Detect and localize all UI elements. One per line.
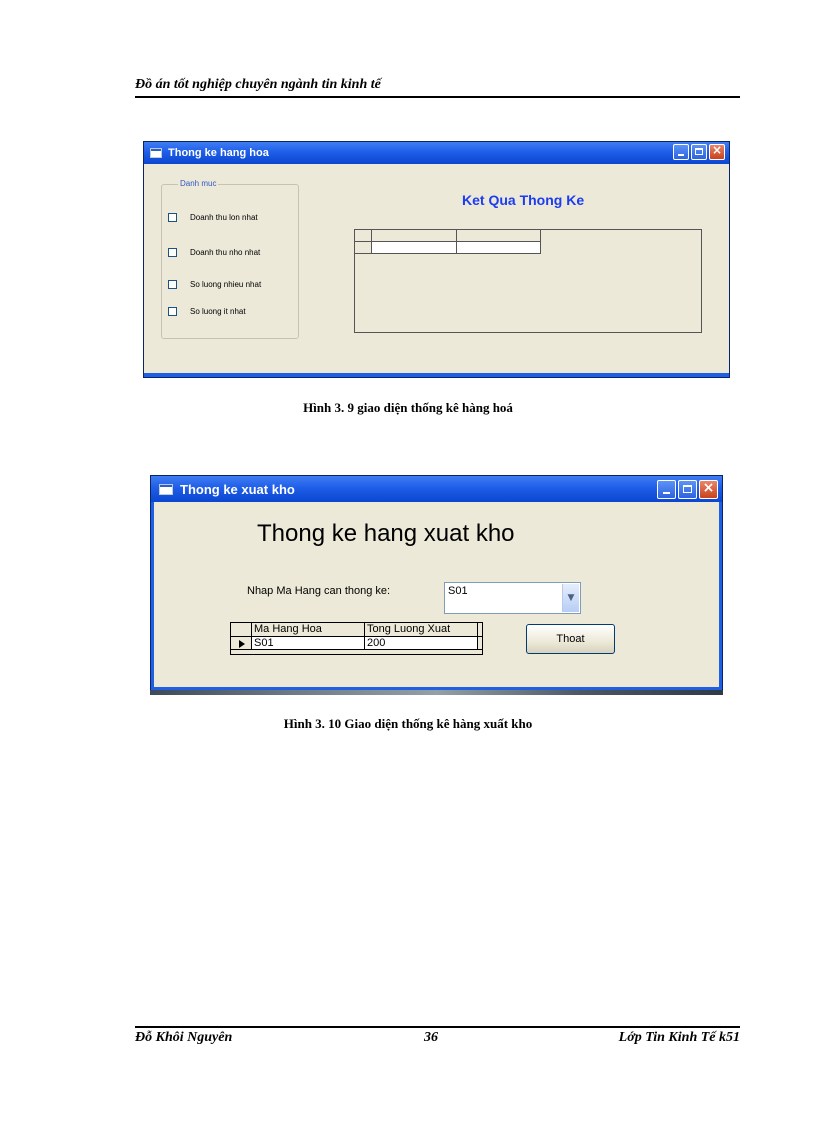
grid-column-header[interactable]: Ma Hang Hoa xyxy=(252,623,365,636)
minimize-icon xyxy=(678,154,684,156)
close-icon: × xyxy=(702,480,715,496)
grid-column-header[interactable]: Tong Luong Xuat xyxy=(365,623,478,636)
maximize-icon xyxy=(695,148,703,155)
window-controls xyxy=(673,144,725,160)
option-so-luong-it-nhat[interactable] xyxy=(168,307,246,316)
checkbox-label: Doanh thu nho nhat xyxy=(190,248,261,257)
window-title: Thong ke hang hoa xyxy=(168,147,269,159)
grid-cell[interactable] xyxy=(457,242,541,253)
grid-header-row xyxy=(231,623,482,637)
window-titlebar[interactable] xyxy=(151,476,722,502)
footer-divider xyxy=(135,1026,740,1028)
chevron-down-icon[interactable]: ▼ xyxy=(562,584,579,612)
result-grid[interactable] xyxy=(354,229,702,333)
grid-corner-cell xyxy=(231,623,252,636)
window-border xyxy=(144,373,729,377)
minimize-icon xyxy=(663,492,670,494)
window-border xyxy=(719,502,722,691)
window-thong-ke-hang-hoa xyxy=(143,141,730,378)
footer-author: Đỗ Khôi Nguyên xyxy=(135,1030,233,1045)
ma-hang-label: Nhap Ma Hang can thong ke: xyxy=(247,585,391,597)
footer-page-number: 36 xyxy=(424,1030,438,1045)
result-title: Ket Qua Thong Ke xyxy=(462,192,585,208)
combobox-value[interactable]: S01 xyxy=(448,585,468,597)
thoat-button[interactable]: Thoat xyxy=(526,624,615,654)
checkbox-label: Doanh thu lon nhat xyxy=(190,213,258,222)
grid-header-cell xyxy=(457,230,541,241)
figure-caption: Hình 3. 9 giao diện thống kê hàng hoá xyxy=(303,400,513,415)
window-title: Thong ke xuat kho xyxy=(180,481,295,497)
grid-row-selector[interactable] xyxy=(355,242,372,253)
window-thong-ke-xuat-kho xyxy=(150,475,723,692)
window-titlebar[interactable] xyxy=(144,142,729,164)
close-button[interactable] xyxy=(699,480,718,499)
checkbox-label: So luong it nhat xyxy=(190,307,246,316)
option-so-luong-nhieu-nhat[interactable] xyxy=(168,280,261,289)
checkbox-label: So luong nhieu nhat xyxy=(190,280,262,289)
window-controls xyxy=(657,480,718,499)
grid-header-cell xyxy=(372,230,457,241)
option-doanh-thu-nho-nhat[interactable] xyxy=(168,248,260,257)
checkbox[interactable] xyxy=(168,248,177,257)
maximize-button[interactable] xyxy=(678,480,697,499)
figure-caption: Hình 3. 10 Giao diện thống kê hàng xuất kho xyxy=(283,716,533,731)
form-heading: Thong ke hang xuat kho xyxy=(257,520,515,547)
close-icon: × xyxy=(711,143,723,157)
grid-cell[interactable]: S01 xyxy=(252,637,365,649)
window-border xyxy=(151,502,154,691)
row-pointer-icon xyxy=(239,640,245,648)
minimize-button[interactable] xyxy=(673,144,689,160)
window-app-icon xyxy=(159,484,173,495)
grid-header-row xyxy=(355,230,541,242)
window-app-icon xyxy=(150,148,162,158)
groupbox-title: Danh muc xyxy=(180,179,217,188)
minimize-button[interactable] xyxy=(657,480,676,499)
grid-corner-cell xyxy=(355,230,372,241)
footer-class-name: Lớp Tin Kinh Tế k51 xyxy=(618,1030,740,1045)
option-doanh-thu-lon-nhat[interactable] xyxy=(168,213,258,222)
checkbox[interactable] xyxy=(168,213,177,222)
grid-data-row[interactable] xyxy=(355,242,541,254)
ma-hang-combobox[interactable] xyxy=(444,582,581,614)
desktop-background-strip xyxy=(150,690,723,695)
checkbox[interactable] xyxy=(168,280,177,289)
grid-cell[interactable]: 200 xyxy=(365,637,478,649)
maximize-icon xyxy=(683,485,692,493)
document-header: Đồ án tốt nghiệp chuyên ngành tin kinh tế xyxy=(135,77,381,92)
maximize-button[interactable] xyxy=(691,144,707,160)
checkbox[interactable] xyxy=(168,307,177,316)
header-divider xyxy=(135,96,740,98)
grid-cell[interactable] xyxy=(372,242,457,253)
xuat-kho-grid[interactable] xyxy=(230,622,483,655)
table-row[interactable] xyxy=(231,637,482,650)
close-button[interactable] xyxy=(709,144,725,160)
grid-row-selector[interactable] xyxy=(231,637,252,649)
